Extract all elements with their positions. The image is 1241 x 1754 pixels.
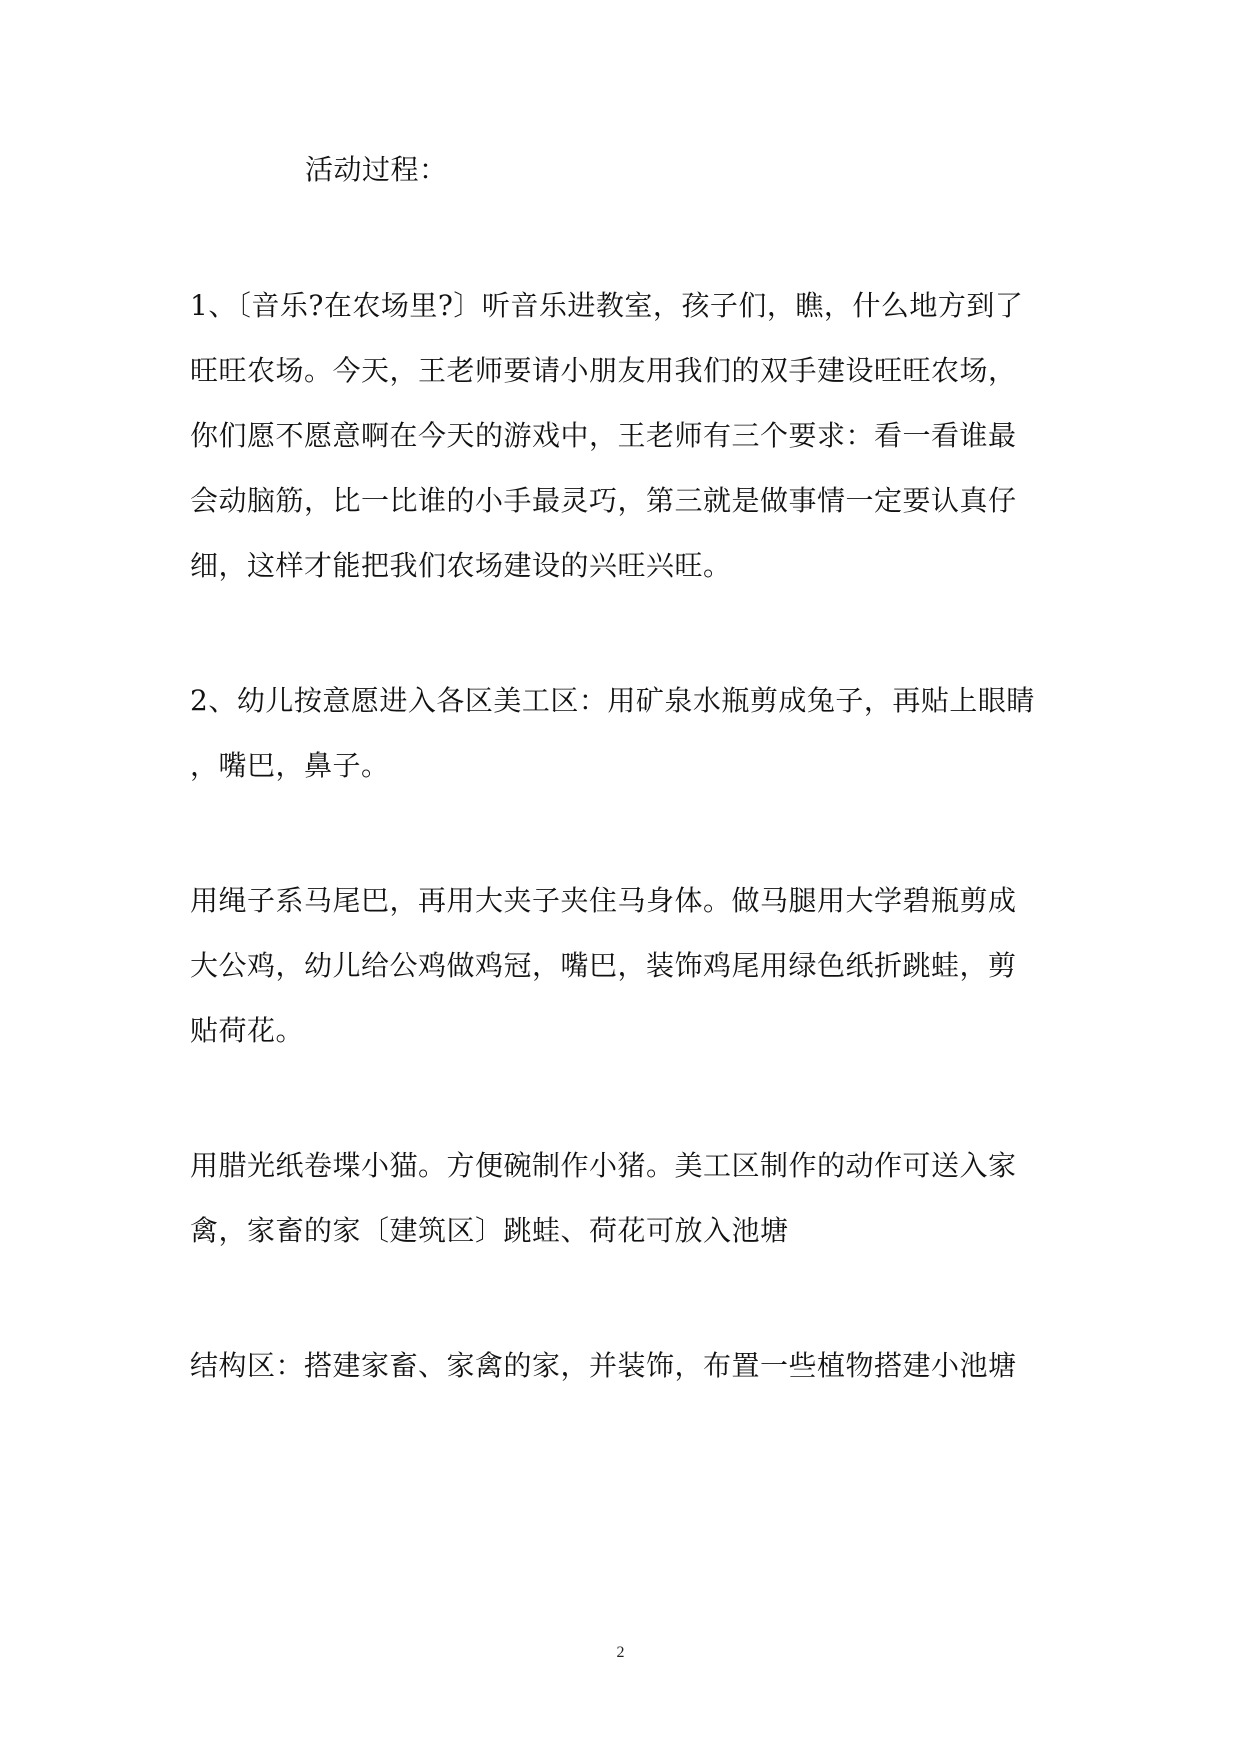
paragraph-line: 结构区：搭建家畜、家禽的家，并装饰，布置一些植物搭建小池塘 — [190, 1349, 1017, 1382]
paragraph-line: 用绳子系马尾巴，再用大夹子夹住马身体。做马腿用大学碧瓶剪成 — [190, 884, 1017, 917]
paragraph-line: 用腊光纸卷堞小猫。方便碗制作小猪。美工区制作的动作可送入家 — [190, 1149, 1017, 1182]
paragraph-line: ，嘴巴，鼻子。 — [190, 749, 390, 782]
page-number: 2 — [616, 1644, 625, 1661]
paragraph-line: 旺旺农场。今天，王老师要请小朋友用我们的双手建设旺旺农场， — [190, 354, 1017, 387]
paragraph-line: 贴荷花。 — [190, 1014, 305, 1047]
paragraph-line: 2、幼儿按意愿进入各区美工区：用矿泉水瓶剪成兔子，再贴上眼睛 — [190, 684, 1035, 717]
paragraph-line: 你们愿不愿意啊在今天的游戏中，王老师有三个要求：看一看谁最 — [190, 419, 1017, 452]
paragraph-line: 细，这样才能把我们农场建设的兴旺兴旺。 — [190, 549, 732, 582]
paragraph-line: 禽，家畜的家〔建筑区〕跳蛙、荷花可放入池塘 — [190, 1214, 789, 1247]
paragraph-line: 1、〔音乐?在农场里?〕听音乐进教室，孩子们，瞧，什么地方到了 — [190, 289, 1024, 322]
paragraph-line: 会动脑筋，比一比谁的小手最灵巧，第三就是做事情一定要认真仔 — [190, 484, 1017, 517]
section-heading: 活动过程： — [305, 153, 448, 186]
paragraph-line: 大公鸡，幼儿给公鸡做鸡冠，嘴巴，装饰鸡尾用绿色纸折跳蛙，剪 — [190, 949, 1017, 982]
